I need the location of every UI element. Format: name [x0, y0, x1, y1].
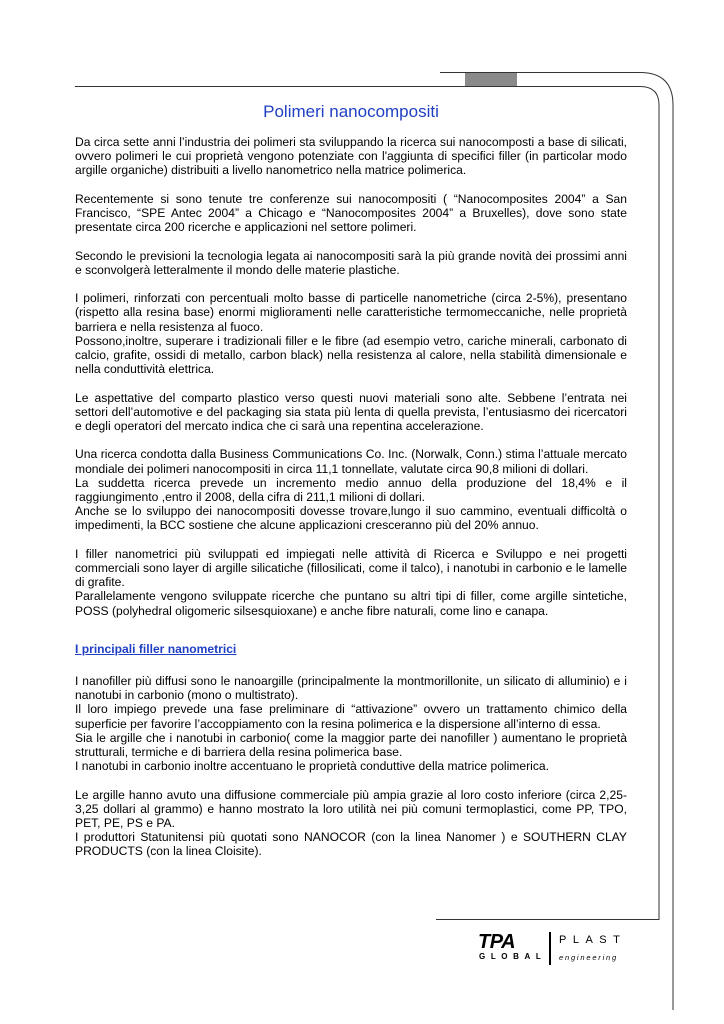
section-heading: I principali filler nanometrici — [75, 641, 237, 656]
document-body — [75, 135, 627, 873]
paragraph: Il loro impiego prevede una fase preliminare di “attivazione” ovvero un trattamento chimico della superficie per favorire l’accoppiamento con la resina polimerica e la dispersione all’interno di essa. — [75, 702, 627, 731]
paragraph: Sia le argille che i nanotubi in carbonio( come la maggior parte dei nanofiller ) aumentano le proprietà strutturali, termiche e di barriera della resina polimerica base. — [75, 730, 627, 760]
logo-divider — [549, 932, 551, 965]
paragraph: I filler nanometrici più sviluppati ed impiegati nelle attività di Ricerca e Sviluppo e nei progetti commerciali sono layer di argille silicatiche (fillosilicati, come il talco), i nanotubi in carbonio e le lamelle di grafite. — [75, 546, 627, 590]
paragraph: La suddetta ricerca prevede un incremento medio annuo della produzione del 18,4% e il raggiungimento ,entro il 2008, della cifra di 211,1 milioni di dollari. — [75, 475, 627, 504]
paragraph: I nanotubi in carbonio inoltre accentuano le proprietà conduttive della matrice polimerica. — [75, 759, 549, 774]
paragraph: Anche se lo sviluppo dei nanocompositi dovesse trovare,lungo il suo cammino, eventuali difficoltà o impedimenti, la BCC sostiene che alcune applicazioni cresceranno più del 20% annuo. — [75, 504, 627, 533]
logo-global: GLOBAL — [479, 952, 547, 961]
tpa-global-plast-logo — [478, 930, 628, 970]
paragraph: Da circa sette anni l’industria dei polimeri sta sviluppando la ricerca sui nanocomposti a base di silicati, ovvero polimeri le cui proprietà vengono potenziate con l'aggiunta di specifici filler (in particolar modo argille organiche) distribuiti a livello nanometrico nella matrice polimerica. — [75, 135, 627, 178]
paragraph: Parallelamente vengono sviluppate ricerche che puntano su altri tipi di filler, come argille sintetiche, POSS (polyhedral oligomeric silsesquioxane) e anche fibre naturali, come lino e canapa. — [75, 589, 627, 618]
page-title: Polimeri nanocompositi — [263, 102, 439, 121]
paragraph: I polimeri, rinforzati con percentuali molto basse di particelle nanometriche (circa 2-5%), presentano (rispetto alla resina base) enormi miglioramenti nelle caratteristiche termomeccaniche, nelle proprietà barriera e nella resistenza al fuoco. — [75, 291, 627, 334]
paragraph: Una ricerca condotta dalla Business Communications Co. Inc. (Norwalk, Conn.) stima l’attuale mercato mondiale dei polimeri nanocompositi in circa 11,1 tonnellate, valutate circa 90,8 milioni di dollari. — [75, 447, 627, 476]
logo-brand: TPA — [478, 931, 516, 953]
paragraph: Le aspettative del comparto plastico verso questi nuovi materiali sono alte. Sebbene l’entrata nei settori dell’automotive e del packaging sia stata più lenta di quella prevista, l’entusiasmo dei ricercatori e degli operatori del mercato indica che ci sarà una repentina accelerazione. — [75, 390, 627, 433]
paragraph: Recentemente si sono tenute tre conferenze sui nanocompositi ( “Nanocomposites 2004” a San Francisco, “SPE Antec 2004” a Chicago e “Nanocomposites 2004” a Bruxelles), dove sono state presentate circa 200 ricerche e applicazioni nel settore polimeri. — [75, 191, 627, 235]
paragraph: Le argille hanno avuto una diffusione commerciale più ampia grazie al loro costo inferiore (circa 2,25-3,25 dollari al grammo) e hanno mostrato la loro utilità nei più comuni termoplastici, come PP, TPO, PET, PE, PS e PA. — [75, 787, 627, 831]
paragraph: I nanofiller più diffusi sono le nanoargille (principalmente la montmorillonite, un silicato di alluminio) e i nanotubi in carbonio (mono o multistrato). — [75, 674, 627, 703]
paragraph: Secondo le previsioni la tecnologia legata ai nanocompositi sarà la più grande novità dei prossimi anni e sconvolgerà letteralmente il mondo delle materie plastiche. — [75, 248, 627, 277]
logo-engineering: engineering — [559, 953, 618, 962]
header-tab — [465, 73, 517, 86]
paragraph: Possono,inoltre, superare i tradizionali filler e le fibre (ad esempio vetro, cariche minerali, carbonato di calcio, grafite, ossidi di metallo, carbon black) nella resistenza al calore, nella stabilità dimensionale e nella conduttività elettrica. — [75, 333, 627, 377]
paragraph: I produttori Statunitensi più quotati sono NANOCOR (con la linea Nanomer ) e SOUTHERN CLAY PRODUCTS (con la linea Cloisite). — [75, 830, 627, 859]
logo-plast: PLAST — [559, 934, 627, 946]
